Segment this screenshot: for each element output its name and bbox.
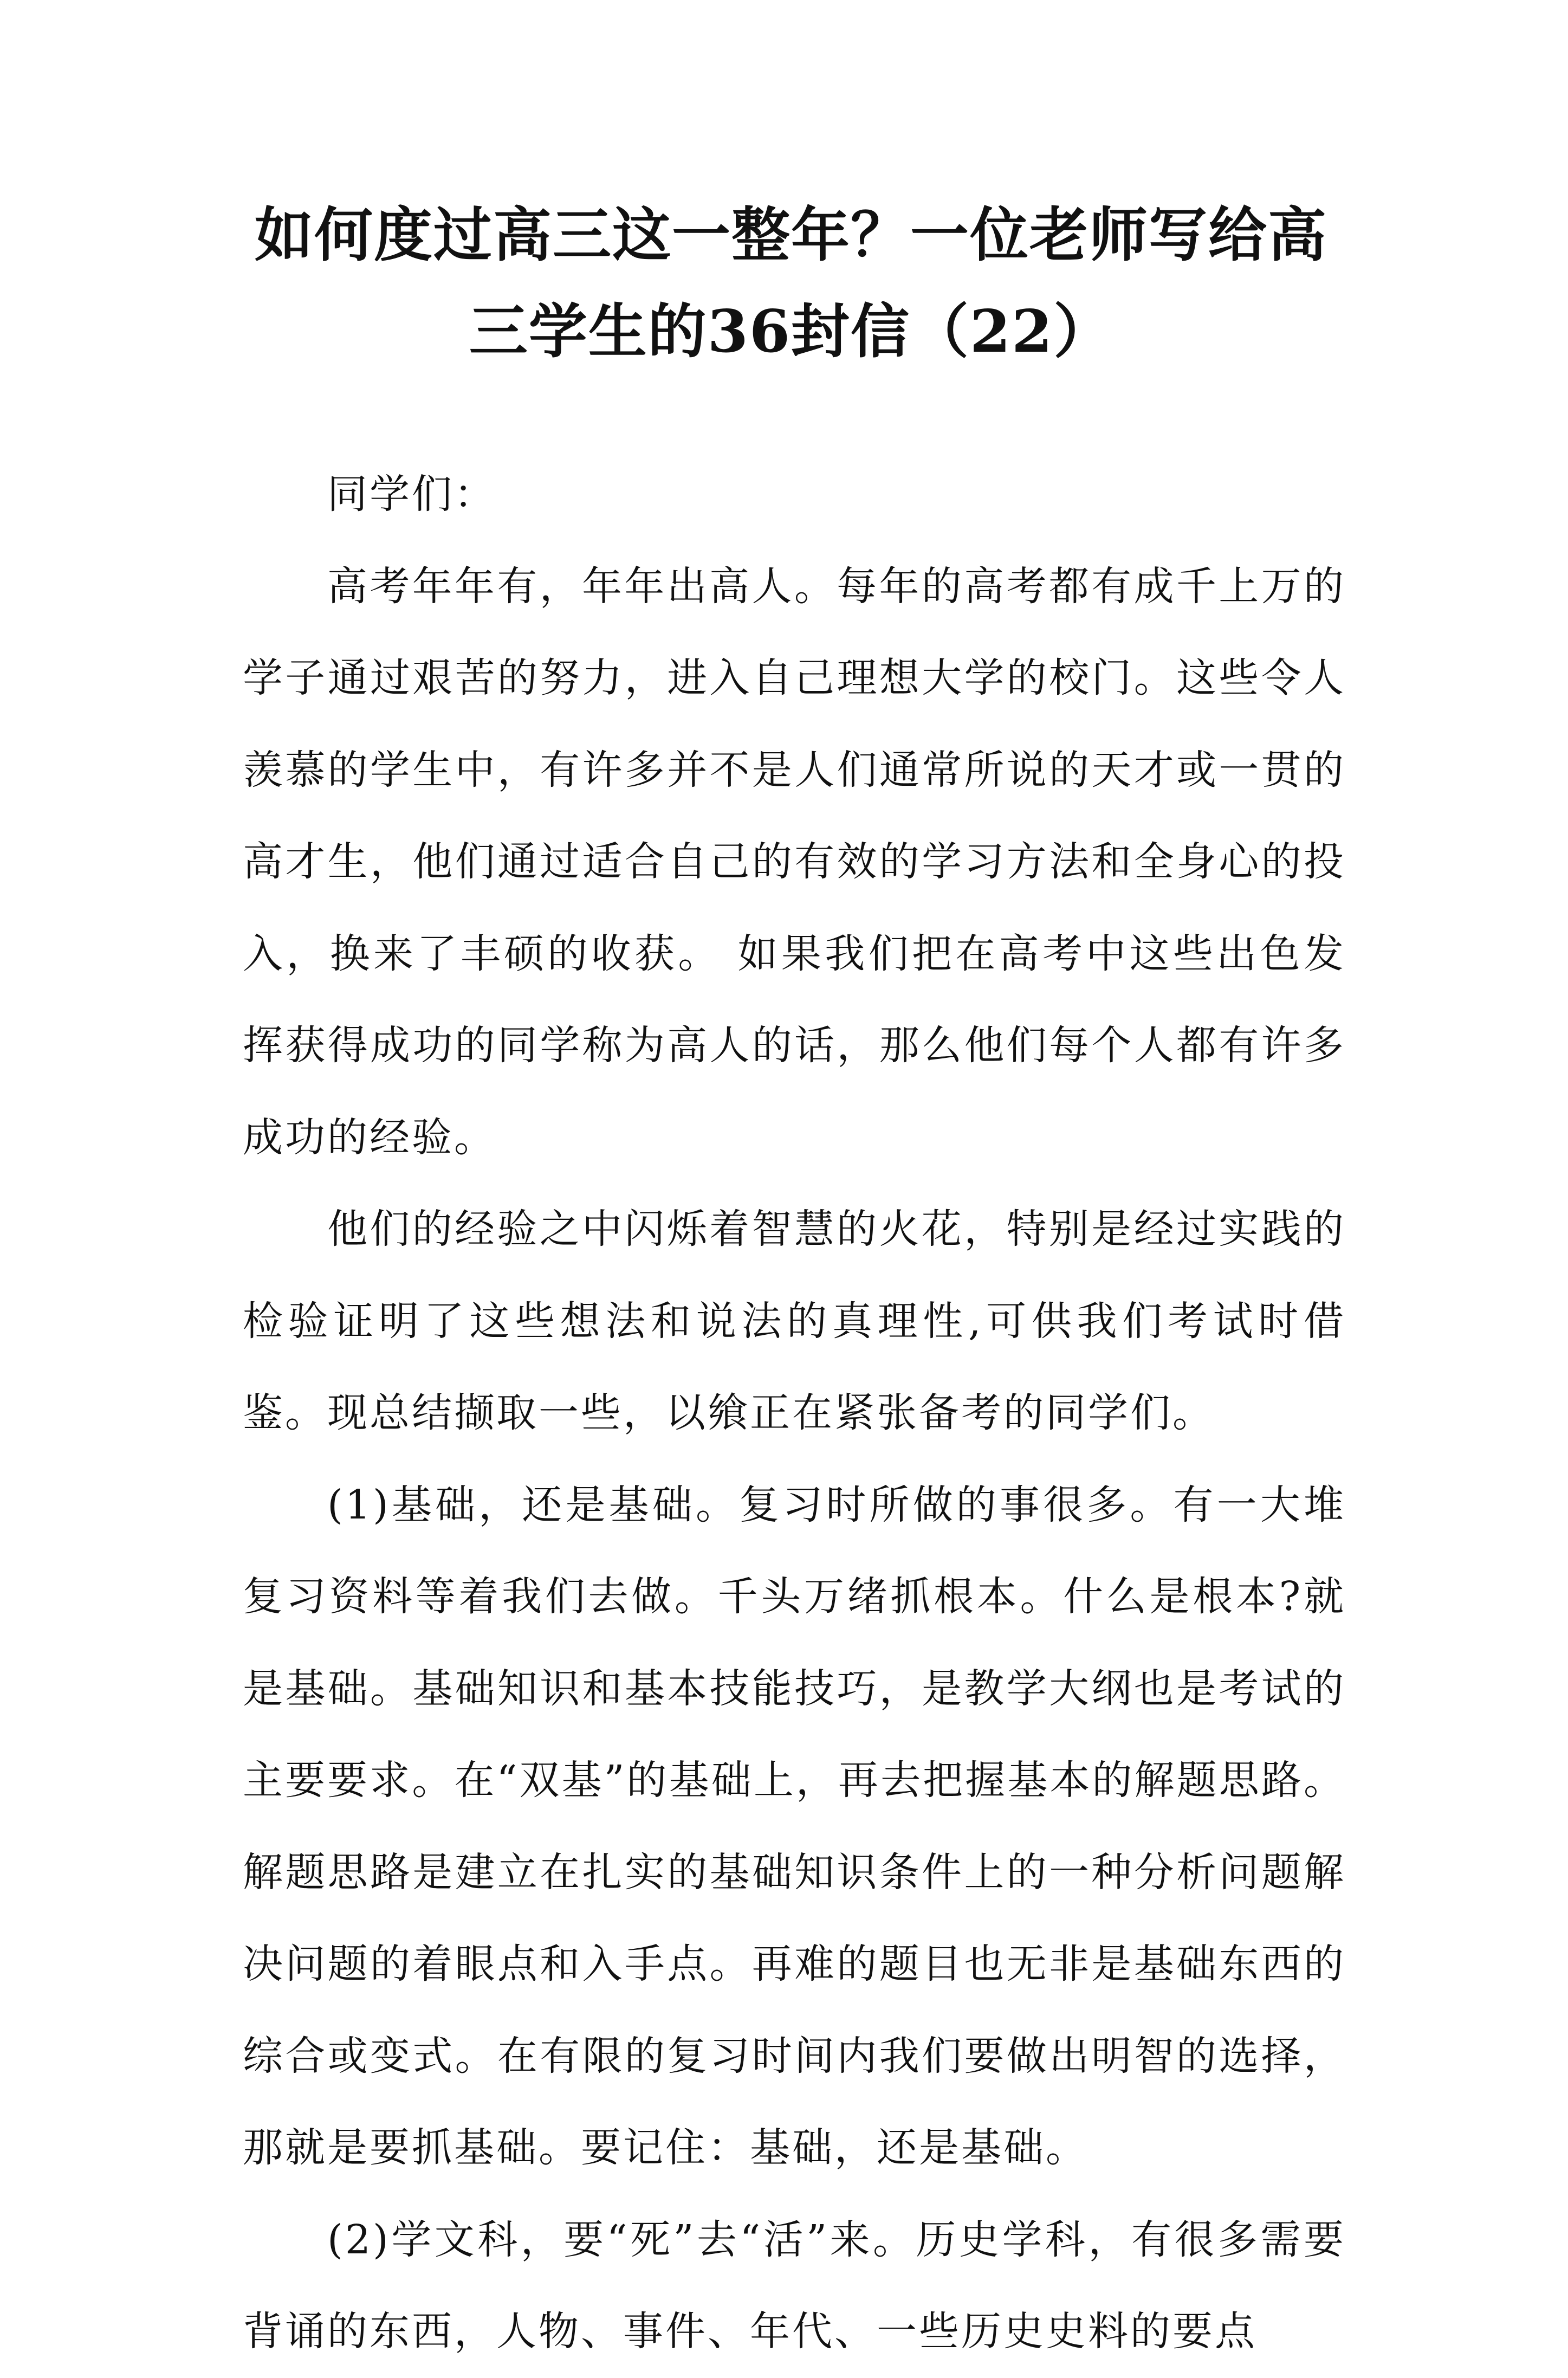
paragraph: 高考年年有，年年出高人。每年的高考都有成千上万的学子通过艰苦的努力，进入自己理想大学的校门。这些令人羡慕的学生中，有许多并不是人们通常所说的天才或一贯的高才生，他们通过适合自己的有效的学习方法和全身心的投入，换来了丰硕的收获。 如果我们把在高考中这些出色发挥获得成功的同学称为高人的话，那么他们每个人都有许多成功的经验。 [243,563,1346,1161]
paragraph: (2)学文科，要“死”去“活”来。历史学科，有很多需要背诵的东西，人物、事件、年代、一些历史史料的要点 [243,2216,1346,2355]
paragraph-salutation: 同学们： [327,471,496,518]
paragraph: (1)基础，还是基础。复习时所做的事很多。有一大堆复习资料等着我们去做。千头万绪抓根本。什么是根本?就是基础。基础知识和基本技能技巧，是教学大纲也是考试的主要要求。在“双基”的基础上，再去把握基本的解题思路。解题思路是建立在扎实的基础知识条件上的一种分析问题解决问题的着眼点和入手点。再难的题目也无非是基础东西的综合或变式。在有限的复习时间内我们要做出明智的选择，那就是要抓基础。要记住：基础，还是基础。 [243,1481,1346,2171]
document-body [243,449,1346,2378]
document-title: 如何度过高三这一整年？一位老师写给高三学生的36封信（22） [254,201,1327,366]
paragraph: 他们的经验之中闪烁着智慧的火花，特别是经过实践的检验证明了这些想法和说法的真理性,可供我们考试时借鉴。现总结撷取一些，以飨正在紧张备考的同学们。 [243,1206,1346,1436]
